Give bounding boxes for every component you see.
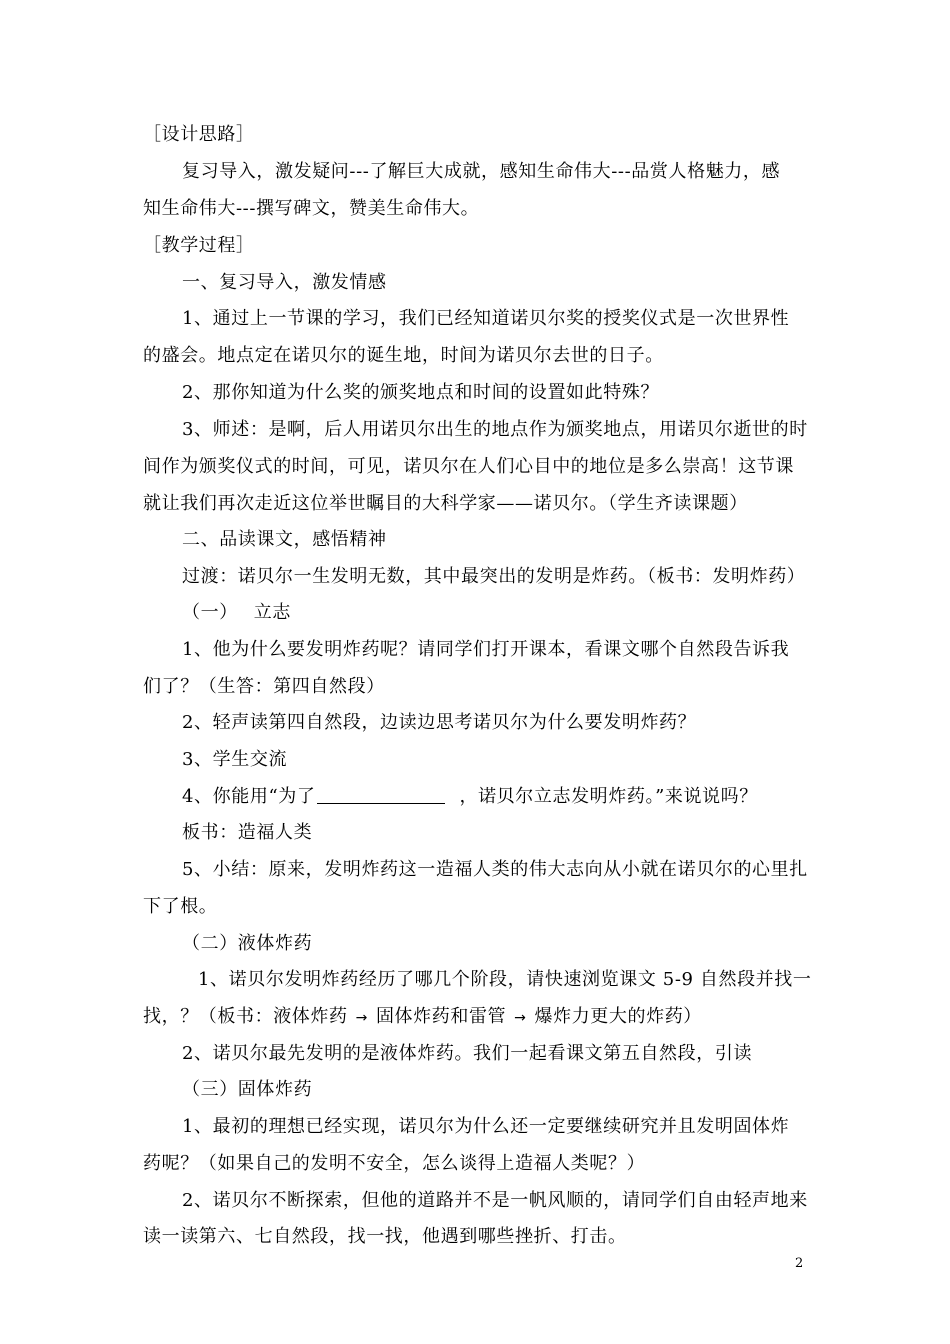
- paragraph-line: 复习导入，激发疑问---了解巨大成就，感知生命伟大---品赏人格魅力，感: [182, 161, 781, 182]
- paragraph-line: 的盛会。地点定在诺贝尔的诞生地，时间为诺贝尔去世的日子。: [143, 345, 664, 366]
- paragraph-line: 1、诺贝尔发明炸药经历了哪几个阶段，请快速浏览课文 5-9 自然段并找一: [198, 969, 812, 990]
- paragraph-line: 1、通过上一节课的学习，我们已经知道诺贝尔奖的授奖仪式是一次世界性: [182, 308, 790, 329]
- paragraph-line: 2、诺贝尔最先发明的是液体炸药。我们一起看课文第五自然段，引读: [182, 1043, 753, 1064]
- subheading: （三）固体炸药: [182, 1079, 313, 1100]
- section-heading-process: ［教学过程］: [143, 235, 255, 256]
- board-note: 板书：造福人类: [182, 822, 313, 843]
- flow-prefix: 找，？（板书：液体炸药: [143, 1006, 348, 1027]
- paragraph-line: 药呢？（如果自己的发明不安全，怎么谈得上造福人类呢？）: [143, 1153, 646, 1174]
- paragraph-line: 5、小结：原来，发明炸药这一造福人类的伟大志向从小就在诺贝尔的心里扎: [182, 859, 808, 880]
- paragraph-line: 2、轻声读第四自然段，边读边思考诺贝尔为什么要发明炸药？: [182, 712, 697, 733]
- question-text-before: 4、你能用“为了: [182, 786, 316, 807]
- fill-in-question: [182, 785, 758, 809]
- section-heading-design: ［设计思路］: [143, 124, 255, 145]
- paragraph-line: 就让我们再次走近这位举世瞩目的大科学家——诺贝尔。（学生齐读课题）: [143, 493, 748, 514]
- page-number: 2: [795, 1256, 804, 1271]
- question-text-after: ，诺贝尔立志发明炸药。”来说说吗？: [459, 786, 758, 807]
- paragraph-line: 们了？（生答：第四自然段）: [143, 676, 385, 697]
- flow-end: 爆炸力更大的炸药）: [534, 1006, 702, 1027]
- arrow-right-icon: →: [514, 1010, 527, 1026]
- subheading: 二、品读课文，感悟精神: [182, 529, 387, 550]
- paragraph-line: 3、学生交流: [182, 749, 288, 770]
- paragraph-line: 1、他为什么要发明炸药呢？请同学们打开课本，看课文哪个自然段告诉我: [182, 639, 790, 660]
- arrow-right-icon: →: [355, 1010, 368, 1026]
- paragraph-line: 下了根。: [143, 896, 218, 917]
- paragraph-line: 2、那你知道为什么奖的颁奖地点和时间的设置如此特殊？: [182, 382, 660, 403]
- answer-blank: [317, 785, 445, 804]
- paragraph-line: 1、最初的理想已经实现，诺贝尔为什么还一定要继续研究并且发明固体炸: [182, 1116, 790, 1137]
- paragraph-line: 2、诺贝尔不断探索，但他的道路并不是一帆风顺的，请同学们自由轻声地来: [182, 1190, 808, 1211]
- paragraph-line: 读一读第六、七自然段，找一找，他遇到哪些挫折、打击。: [143, 1226, 627, 1247]
- subheading: （一） 立志: [182, 602, 291, 623]
- subheading: 一、复习导入，激发情感: [182, 272, 387, 293]
- paragraph-line: 过渡：诺贝尔一生发明无数，其中最突出的发明是炸药。（板书：发明炸药）: [182, 566, 806, 587]
- flow-line: [143, 1005, 702, 1030]
- subheading: （二）液体炸药: [182, 933, 313, 954]
- paragraph-line: 3、师述：是啊，后人用诺贝尔出生的地点作为颁奖地点，用诺贝尔逝世的时: [182, 419, 808, 440]
- flow-mid: 固体炸药和雷管: [375, 1006, 507, 1027]
- paragraph-line: 知生命伟大---撰写碑文，赞美生命伟大。: [143, 198, 480, 219]
- paragraph-line: 间作为颁奖仪式的时间，可见，诺贝尔在人们心目中的地位是多么崇高！这节课: [143, 456, 794, 477]
